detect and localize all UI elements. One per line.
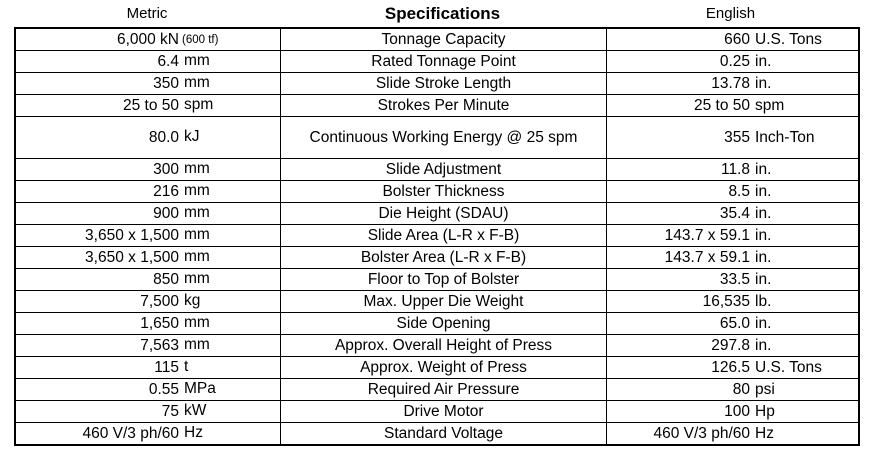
- table-row: [15, 95, 859, 117]
- english-unit: psi: [755, 381, 775, 398]
- metric-cell: [15, 379, 281, 401]
- metric-unit: [179, 379, 280, 400]
- metric-unit: [179, 269, 280, 290]
- english-value: 126.5: [711, 359, 750, 376]
- spec-name: Slide Stroke Length: [281, 73, 607, 95]
- english-value: 143.7 x 59.1: [664, 249, 750, 266]
- metric-unit-text: kW: [184, 402, 207, 419]
- metric-value: 1,650: [140, 315, 179, 332]
- english-value: 8.5: [728, 183, 750, 200]
- metric-unit: [179, 95, 280, 116]
- metric-unit: [179, 29, 280, 50]
- metric-value: 3,650 x 1,500: [85, 249, 179, 266]
- metric-unit-text: mm: [184, 52, 210, 69]
- metric-cell: [15, 159, 281, 181]
- english-cell: [607, 203, 860, 225]
- metric-cell: [15, 28, 281, 51]
- table-row: [15, 313, 859, 335]
- spec-name: Strokes Per Minute: [281, 95, 607, 117]
- metric-cell: [15, 269, 281, 291]
- metric-value: 80.0: [148, 129, 179, 146]
- english-unit: in.: [755, 315, 772, 332]
- metric-value: 460 V/3 ph/60: [82, 425, 179, 442]
- metric-value: 6,000 kN: [116, 31, 179, 48]
- english-unit: in.: [755, 75, 772, 92]
- english-unit: lb.: [755, 293, 772, 310]
- metric-unit: [179, 291, 280, 312]
- metric-unit: [179, 181, 280, 202]
- metric-unit: [179, 159, 280, 180]
- metric-value: 6.4: [157, 53, 179, 70]
- english-value: 460 V/3 ph/60: [653, 425, 750, 442]
- english-value: 100: [724, 403, 750, 420]
- english-value: 80: [732, 381, 750, 398]
- spec-name: Side Opening: [281, 313, 607, 335]
- metric-cell: [15, 203, 281, 225]
- table-row: [15, 379, 859, 401]
- table-row: [15, 181, 859, 203]
- metric-unit-text: kg: [184, 292, 201, 309]
- metric-unit-text: mm: [184, 270, 210, 287]
- spec-name: Tonnage Capacity: [281, 28, 607, 51]
- spec-name: Bolster Thickness: [281, 181, 607, 203]
- english-cell: [607, 401, 860, 423]
- metric-value: 75: [161, 403, 179, 420]
- english-cell: [607, 117, 860, 159]
- table-row: [15, 225, 859, 247]
- metric-cell: [15, 335, 281, 357]
- english-cell: [607, 159, 860, 181]
- metric-unit-text: spm: [184, 96, 214, 113]
- english-unit: in.: [755, 227, 772, 244]
- english-value: 13.78: [711, 75, 750, 92]
- table-row: [15, 51, 859, 73]
- english-value: 0.25: [719, 53, 750, 70]
- english-unit: Inch-Ton: [755, 129, 815, 146]
- english-cell: [607, 73, 860, 95]
- metric-unit-text: kJ: [184, 128, 200, 145]
- metric-unit-text: Hz: [184, 424, 203, 441]
- metric-unit: [179, 203, 280, 224]
- metric-unit: [179, 313, 280, 334]
- spec-name: Slide Area (L-R x F-B): [281, 225, 607, 247]
- table-row: [15, 269, 859, 291]
- metric-value: 300: [153, 161, 179, 178]
- metric-cell: [15, 357, 281, 379]
- metric-cell: [15, 247, 281, 269]
- table-row: [15, 247, 859, 269]
- metric-unit-text: mm: [184, 204, 210, 221]
- english-cell: [607, 225, 860, 247]
- table-row: [15, 28, 859, 51]
- table-header: [14, 3, 856, 25]
- english-value: 25 to 50: [693, 97, 750, 114]
- metric-unit: [179, 51, 280, 72]
- english-unit: U.S. Tons: [755, 359, 822, 376]
- metric-value: 7,563: [140, 337, 179, 354]
- english-value: 35.4: [719, 205, 750, 222]
- metric-unit: [179, 401, 280, 422]
- metric-value: 350: [153, 75, 179, 92]
- english-unit: Hp: [755, 403, 775, 420]
- spec-name: Standard Voltage: [281, 423, 607, 446]
- metric-unit: [179, 335, 280, 356]
- english-value: 143.7 x 59.1: [664, 227, 750, 244]
- table-row: [15, 203, 859, 225]
- english-cell: [607, 379, 860, 401]
- metric-unit: [179, 73, 280, 94]
- spec-name: Max. Upper Die Weight: [281, 291, 607, 313]
- english-cell: [607, 291, 860, 313]
- metric-cell: [15, 313, 281, 335]
- english-cell: [607, 269, 860, 291]
- metric-value: 216: [153, 183, 179, 200]
- metric-cell: [15, 225, 281, 247]
- english-value: 65.0: [719, 315, 750, 332]
- metric-cell: [15, 291, 281, 313]
- metric-unit: [179, 357, 280, 378]
- english-cell: [607, 28, 860, 51]
- table-row: [15, 423, 859, 446]
- metric-unit-text: mm: [184, 226, 210, 243]
- spec-name: Drive Motor: [281, 401, 607, 423]
- table-row: [15, 401, 859, 423]
- english-unit: Hz: [755, 425, 774, 442]
- metric-cell: [15, 423, 281, 446]
- table-row: [15, 291, 859, 313]
- metric-unit: [179, 225, 280, 246]
- english-cell: [607, 423, 860, 446]
- english-unit: in.: [755, 161, 772, 178]
- metric-cell: [15, 51, 281, 73]
- metric-unit-text: MPa: [184, 380, 216, 397]
- english-unit: in.: [755, 205, 772, 222]
- english-cell: [607, 313, 860, 335]
- metric-value: 0.55: [148, 381, 179, 398]
- metric-unit-text: t: [184, 358, 189, 375]
- specifications-table: [14, 27, 860, 446]
- metric-header: Metric: [126, 5, 168, 22]
- english-cell: [607, 335, 860, 357]
- metric-value: 115: [154, 359, 179, 376]
- metric-unit: [179, 127, 280, 148]
- english-value: 297.8: [711, 337, 750, 354]
- english-header: English: [705, 5, 756, 22]
- english-cell: [607, 357, 860, 379]
- table-row: [15, 159, 859, 181]
- specifications-header: Specifications: [384, 4, 501, 23]
- table-row: [15, 357, 859, 379]
- english-value: 355: [724, 129, 750, 146]
- metric-unit: [179, 423, 280, 444]
- english-unit: in.: [755, 183, 772, 200]
- spec-name: Slide Adjustment: [281, 159, 607, 181]
- metric-unit-text: mm: [184, 160, 210, 177]
- spec-name: Continuous Working Energy @ 25 spm: [281, 117, 607, 159]
- table-row: [15, 117, 859, 159]
- spec-name: Approx. Overall Height of Press: [281, 335, 607, 357]
- english-unit: in.: [755, 249, 772, 266]
- english-value: 33.5: [719, 271, 750, 288]
- spec-name: Bolster Area (L-R x F-B): [281, 247, 607, 269]
- spec-name: Floor to Top of Bolster: [281, 269, 607, 291]
- spec-name: Die Height (SDAU): [281, 203, 607, 225]
- english-cell: [607, 247, 860, 269]
- spec-name: Rated Tonnage Point: [281, 51, 607, 73]
- metric-cell: [15, 181, 281, 203]
- english-value: 660: [724, 31, 750, 48]
- metric-cell: [15, 73, 281, 95]
- english-value: 11.8: [720, 161, 750, 178]
- spec-name: Approx. Weight of Press: [281, 357, 607, 379]
- metric-note: (600 tf): [182, 34, 219, 46]
- english-cell: [607, 95, 860, 117]
- spec-name: Required Air Pressure: [281, 379, 607, 401]
- english-cell: [607, 181, 860, 203]
- metric-value: 7,500: [140, 293, 179, 310]
- metric-unit-text: mm: [184, 182, 210, 199]
- metric-value: 25 to 50: [122, 97, 179, 114]
- specifications-table-body: [15, 28, 859, 445]
- english-unit: in.: [755, 337, 772, 354]
- english-cell: [607, 51, 860, 73]
- metric-cell: [15, 117, 281, 159]
- english-unit: in.: [755, 271, 772, 288]
- metric-value: 3,650 x 1,500: [85, 227, 179, 244]
- english-value: 16,535: [702, 293, 750, 310]
- metric-cell: [15, 401, 281, 423]
- metric-unit: [179, 247, 280, 268]
- metric-unit-text: mm: [184, 336, 210, 353]
- metric-value: 900: [153, 205, 179, 222]
- metric-unit-text: mm: [184, 314, 210, 331]
- metric-unit-text: mm: [184, 74, 210, 91]
- english-unit: in.: [755, 53, 772, 70]
- english-unit: U.S. Tons: [755, 31, 822, 48]
- english-unit: spm: [755, 97, 785, 114]
- table-row: [15, 335, 859, 357]
- metric-unit-text: mm: [184, 248, 210, 265]
- table-row: [15, 73, 859, 95]
- metric-cell: [15, 95, 281, 117]
- metric-value: 850: [153, 271, 179, 288]
